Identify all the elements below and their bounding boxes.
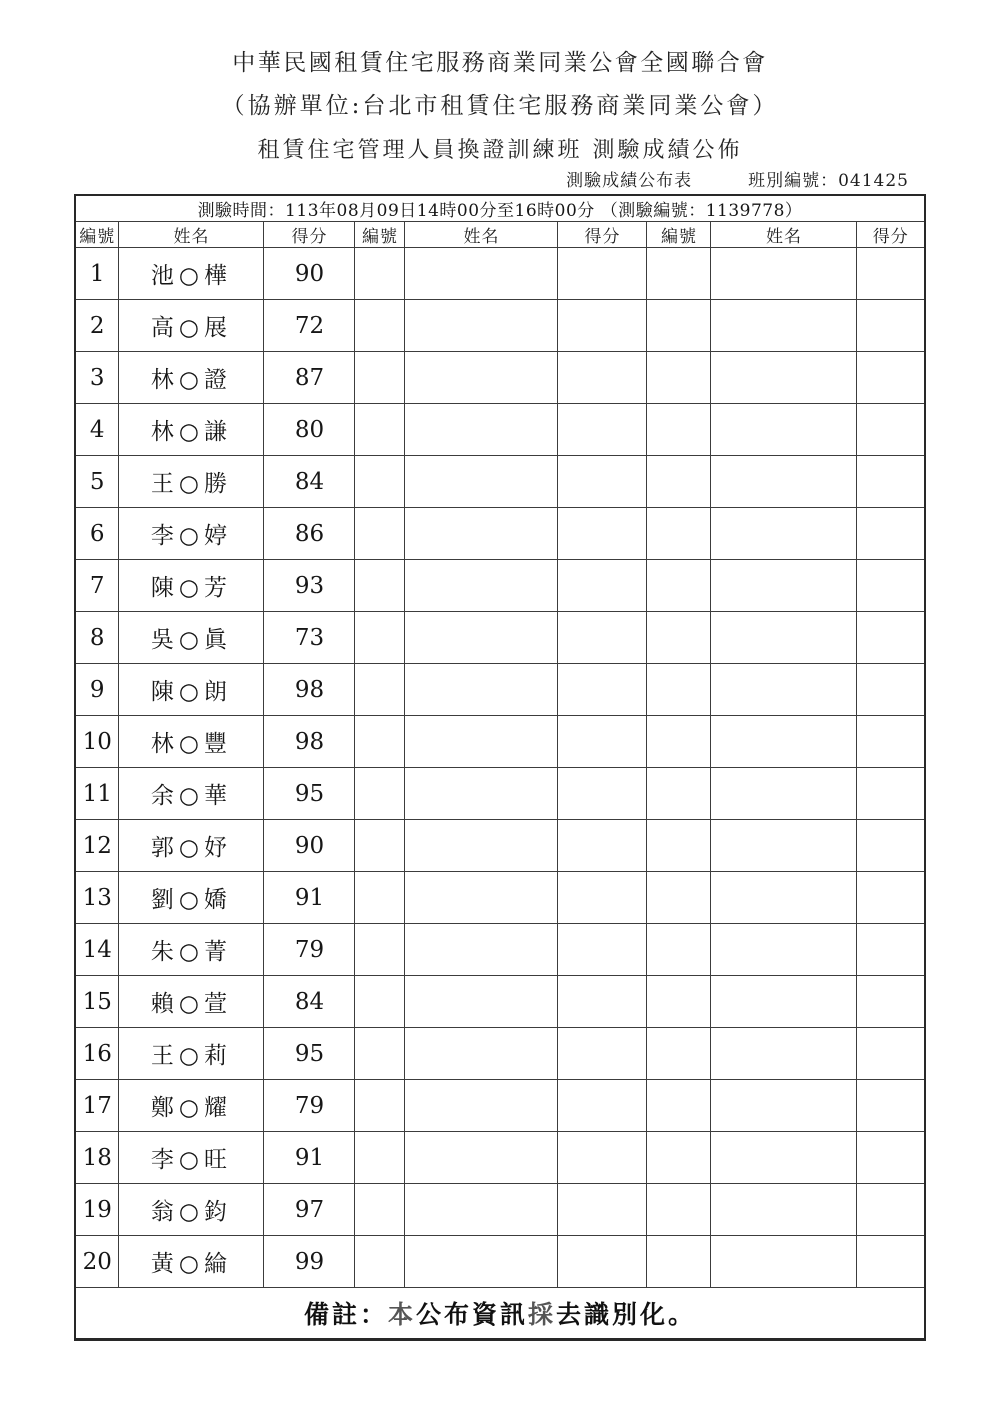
row-number: 5	[75, 456, 119, 508]
course-and-announcement-title: 租賃住宅管理人員換證訓練班 測驗成績公佈	[257, 138, 743, 163]
score-value: 87	[264, 352, 355, 404]
empty-number-cell	[355, 612, 405, 664]
score-value: 86	[264, 508, 355, 560]
person-name: 朱○菁	[119, 924, 264, 976]
score-value: 99	[264, 1236, 355, 1288]
empty-number-cell	[355, 560, 405, 612]
empty-name-cell	[405, 1028, 558, 1080]
empty-number-cell	[647, 768, 711, 820]
score-value: 72	[264, 300, 355, 352]
empty-name-cell	[405, 924, 558, 976]
empty-score-cell	[558, 872, 647, 924]
score-value: 90	[264, 248, 355, 300]
score-value: 98	[264, 716, 355, 768]
empty-name-cell	[405, 1132, 558, 1184]
row-number: 13	[75, 872, 119, 924]
empty-score-cell	[558, 924, 647, 976]
table-row	[75, 872, 925, 924]
person-name: 陳○朗	[119, 664, 264, 716]
table-row	[75, 300, 925, 352]
empty-name-cell	[405, 820, 558, 872]
empty-number-cell	[647, 1236, 711, 1288]
empty-name-cell	[711, 352, 857, 404]
empty-name-cell	[711, 716, 857, 768]
score-value: 95	[264, 1028, 355, 1080]
empty-number-cell	[355, 300, 405, 352]
row-number: 3	[75, 352, 119, 404]
empty-name-cell	[711, 1080, 857, 1132]
empty-number-cell	[355, 716, 405, 768]
remark-segment: 公布資訊	[415, 1300, 528, 1329]
empty-score-cell	[857, 924, 925, 976]
table-row	[75, 1184, 925, 1236]
score-value: 93	[264, 560, 355, 612]
empty-score-cell	[558, 248, 647, 300]
empty-name-cell	[711, 612, 857, 664]
empty-score-cell	[857, 248, 925, 300]
empty-score-cell	[857, 768, 925, 820]
empty-score-cell	[857, 404, 925, 456]
table-row	[75, 456, 925, 508]
empty-name-cell	[711, 248, 857, 300]
empty-number-cell	[355, 1080, 405, 1132]
column-header-no-1: 編號	[75, 222, 119, 248]
empty-name-cell	[405, 508, 558, 560]
empty-number-cell	[647, 1028, 711, 1080]
empty-number-cell	[647, 456, 711, 508]
table-row	[75, 612, 925, 664]
empty-number-cell	[355, 352, 405, 404]
empty-number-cell	[647, 976, 711, 1028]
row-number: 6	[75, 508, 119, 560]
person-name: 王○勝	[119, 456, 264, 508]
row-number: 12	[75, 820, 119, 872]
table-row	[75, 352, 925, 404]
table-row	[75, 924, 925, 976]
empty-score-cell	[857, 1132, 925, 1184]
empty-name-cell	[711, 508, 857, 560]
empty-number-cell	[647, 716, 711, 768]
person-name: 李○旺	[119, 1132, 264, 1184]
person-name: 林○謙	[119, 404, 264, 456]
empty-name-cell	[405, 1236, 558, 1288]
empty-score-cell	[857, 1028, 925, 1080]
column-header-score-2: 得分	[558, 222, 647, 248]
score-value: 79	[264, 1080, 355, 1132]
empty-number-cell	[647, 924, 711, 976]
empty-score-cell	[857, 1184, 925, 1236]
person-name: 鄭○耀	[119, 1080, 264, 1132]
empty-name-cell	[405, 248, 558, 300]
empty-score-cell	[857, 508, 925, 560]
row-number: 2	[75, 300, 119, 352]
table-row	[75, 976, 925, 1028]
row-number: 18	[75, 1132, 119, 1184]
table-row	[75, 1132, 925, 1184]
empty-number-cell	[647, 560, 711, 612]
column-header-row	[75, 222, 925, 248]
table-row	[75, 508, 925, 560]
empty-name-cell	[711, 820, 857, 872]
empty-number-cell	[355, 664, 405, 716]
row-number: 1	[75, 248, 119, 300]
empty-score-cell	[857, 664, 925, 716]
empty-score-cell	[558, 768, 647, 820]
empty-score-cell	[857, 976, 925, 1028]
empty-name-cell	[405, 456, 558, 508]
person-name: 高○展	[119, 300, 264, 352]
empty-number-cell	[647, 352, 711, 404]
empty-name-cell	[405, 1184, 558, 1236]
column-header-name-3: 姓名	[711, 222, 857, 248]
empty-name-cell	[711, 404, 857, 456]
sheet-name-label: 測驗成績公布表	[566, 171, 693, 191]
empty-name-cell	[405, 352, 558, 404]
row-number: 16	[75, 1028, 119, 1080]
empty-score-cell	[558, 716, 647, 768]
row-number: 15	[75, 976, 119, 1028]
empty-number-cell	[647, 664, 711, 716]
row-number: 14	[75, 924, 119, 976]
empty-number-cell	[355, 872, 405, 924]
column-header-score-1: 得分	[264, 222, 355, 248]
test-time-text: 測驗時間：113年08月09日14時00分至16時00分 （測驗編號：1139778）	[75, 195, 925, 222]
empty-score-cell	[558, 664, 647, 716]
empty-name-cell	[405, 872, 558, 924]
empty-name-cell	[711, 1028, 857, 1080]
empty-number-cell	[355, 404, 405, 456]
table-row	[75, 1028, 925, 1080]
row-number: 10	[75, 716, 119, 768]
person-name: 黃○綸	[119, 1236, 264, 1288]
score-value: 79	[264, 924, 355, 976]
empty-score-cell	[558, 1236, 647, 1288]
table-row	[75, 1080, 925, 1132]
table-row	[75, 716, 925, 768]
remark-row	[75, 1288, 925, 1340]
empty-number-cell	[647, 820, 711, 872]
empty-score-cell	[558, 1080, 647, 1132]
empty-number-cell	[647, 1132, 711, 1184]
score-value: 98	[264, 664, 355, 716]
organization-title: 中華民國租賃住宅服務商業同業公會全國聯合會	[232, 50, 768, 76]
empty-score-cell	[558, 508, 647, 560]
empty-name-cell	[711, 976, 857, 1028]
column-header-no-2: 編號	[355, 222, 405, 248]
table-row	[75, 1236, 925, 1288]
score-table	[74, 194, 926, 1341]
column-header-name-2: 姓名	[405, 222, 558, 248]
empty-name-cell	[405, 768, 558, 820]
person-name: 池○樺	[119, 248, 264, 300]
empty-score-cell	[558, 560, 647, 612]
person-name: 林○豐	[119, 716, 264, 768]
empty-number-cell	[647, 404, 711, 456]
empty-name-cell	[405, 300, 558, 352]
remark-segment: 採	[528, 1300, 557, 1329]
empty-name-cell	[405, 664, 558, 716]
empty-number-cell	[355, 976, 405, 1028]
empty-name-cell	[711, 1236, 857, 1288]
table-row	[75, 768, 925, 820]
empty-number-cell	[355, 508, 405, 560]
empty-name-cell	[711, 872, 857, 924]
empty-number-cell	[355, 456, 405, 508]
empty-name-cell	[405, 560, 558, 612]
person-name: 王○莉	[119, 1028, 264, 1080]
remark-segment: 備註：	[303, 1300, 388, 1329]
score-value: 80	[264, 404, 355, 456]
row-number: 11	[75, 768, 119, 820]
empty-name-cell	[711, 456, 857, 508]
empty-name-cell	[405, 716, 558, 768]
score-value: 91	[264, 872, 355, 924]
empty-name-cell	[711, 768, 857, 820]
row-number: 19	[75, 1184, 119, 1236]
person-name: 賴○萱	[119, 976, 264, 1028]
empty-number-cell	[355, 820, 405, 872]
class-number-label: 班別編號：	[748, 171, 839, 191]
row-number: 8	[75, 612, 119, 664]
empty-score-cell	[857, 456, 925, 508]
empty-score-cell	[558, 612, 647, 664]
empty-score-cell	[558, 820, 647, 872]
empty-name-cell	[711, 1132, 857, 1184]
empty-number-cell	[647, 300, 711, 352]
empty-number-cell	[355, 1236, 405, 1288]
empty-name-cell	[711, 664, 857, 716]
row-number: 20	[75, 1236, 119, 1288]
person-name: 李○婷	[119, 508, 264, 560]
empty-score-cell	[558, 352, 647, 404]
class-number-value: 041425	[838, 171, 909, 191]
empty-name-cell	[405, 404, 558, 456]
empty-number-cell	[355, 768, 405, 820]
table-row	[75, 820, 925, 872]
empty-name-cell	[711, 560, 857, 612]
empty-score-cell	[857, 352, 925, 404]
column-header-name-1: 姓名	[119, 222, 264, 248]
co-organizer-subtitle: （協辦單位:台北市租賃住宅服務商業同業公會）	[221, 93, 779, 119]
empty-number-cell	[355, 1132, 405, 1184]
class-number	[748, 171, 909, 191]
empty-score-cell	[857, 1080, 925, 1132]
empty-score-cell	[857, 300, 925, 352]
table-row	[75, 560, 925, 612]
score-value: 84	[264, 456, 355, 508]
person-name: 郭○妤	[119, 820, 264, 872]
person-name: 余○華	[119, 768, 264, 820]
row-number: 4	[75, 404, 119, 456]
person-name: 翁○鈞	[119, 1184, 264, 1236]
empty-number-cell	[355, 1028, 405, 1080]
row-number: 17	[75, 1080, 119, 1132]
empty-score-cell	[558, 976, 647, 1028]
empty-number-cell	[355, 1184, 405, 1236]
empty-score-cell	[558, 1028, 647, 1080]
empty-score-cell	[558, 404, 647, 456]
empty-score-cell	[857, 560, 925, 612]
column-header-score-3: 得分	[857, 222, 925, 248]
score-value: 90	[264, 820, 355, 872]
row-number: 7	[75, 560, 119, 612]
empty-score-cell	[558, 1132, 647, 1184]
empty-score-cell	[558, 1184, 647, 1236]
remark-segment: 本	[387, 1300, 416, 1329]
person-name: 林○證	[119, 352, 264, 404]
score-value: 95	[264, 768, 355, 820]
empty-number-cell	[647, 508, 711, 560]
score-value: 97	[264, 1184, 355, 1236]
empty-score-cell	[857, 716, 925, 768]
person-name: 吳○眞	[119, 612, 264, 664]
empty-score-cell	[857, 612, 925, 664]
empty-name-cell	[405, 976, 558, 1028]
empty-score-cell	[857, 1236, 925, 1288]
remark-segment: 去識別化。	[556, 1300, 697, 1329]
empty-score-cell	[558, 456, 647, 508]
test-time-row	[75, 195, 925, 222]
empty-number-cell	[355, 248, 405, 300]
empty-score-cell	[558, 300, 647, 352]
empty-number-cell	[647, 1080, 711, 1132]
empty-name-cell	[711, 1184, 857, 1236]
table-row	[75, 664, 925, 716]
table-row	[75, 404, 925, 456]
score-value: 91	[264, 1132, 355, 1184]
empty-number-cell	[647, 248, 711, 300]
empty-number-cell	[355, 924, 405, 976]
empty-score-cell	[857, 820, 925, 872]
person-name: 劉○嬌	[119, 872, 264, 924]
empty-name-cell	[405, 612, 558, 664]
empty-number-cell	[647, 1184, 711, 1236]
empty-name-cell	[405, 1080, 558, 1132]
person-name: 陳○芳	[119, 560, 264, 612]
row-number: 9	[75, 664, 119, 716]
column-header-no-3: 編號	[647, 222, 711, 248]
score-value: 73	[264, 612, 355, 664]
empty-number-cell	[647, 872, 711, 924]
empty-score-cell	[857, 872, 925, 924]
empty-name-cell	[711, 300, 857, 352]
empty-name-cell	[711, 924, 857, 976]
document-header	[0, 0, 1000, 165]
empty-number-cell	[647, 612, 711, 664]
table-row	[75, 248, 925, 300]
meta-line	[75, 171, 925, 191]
score-value: 84	[264, 976, 355, 1028]
remark-text	[75, 1288, 925, 1340]
